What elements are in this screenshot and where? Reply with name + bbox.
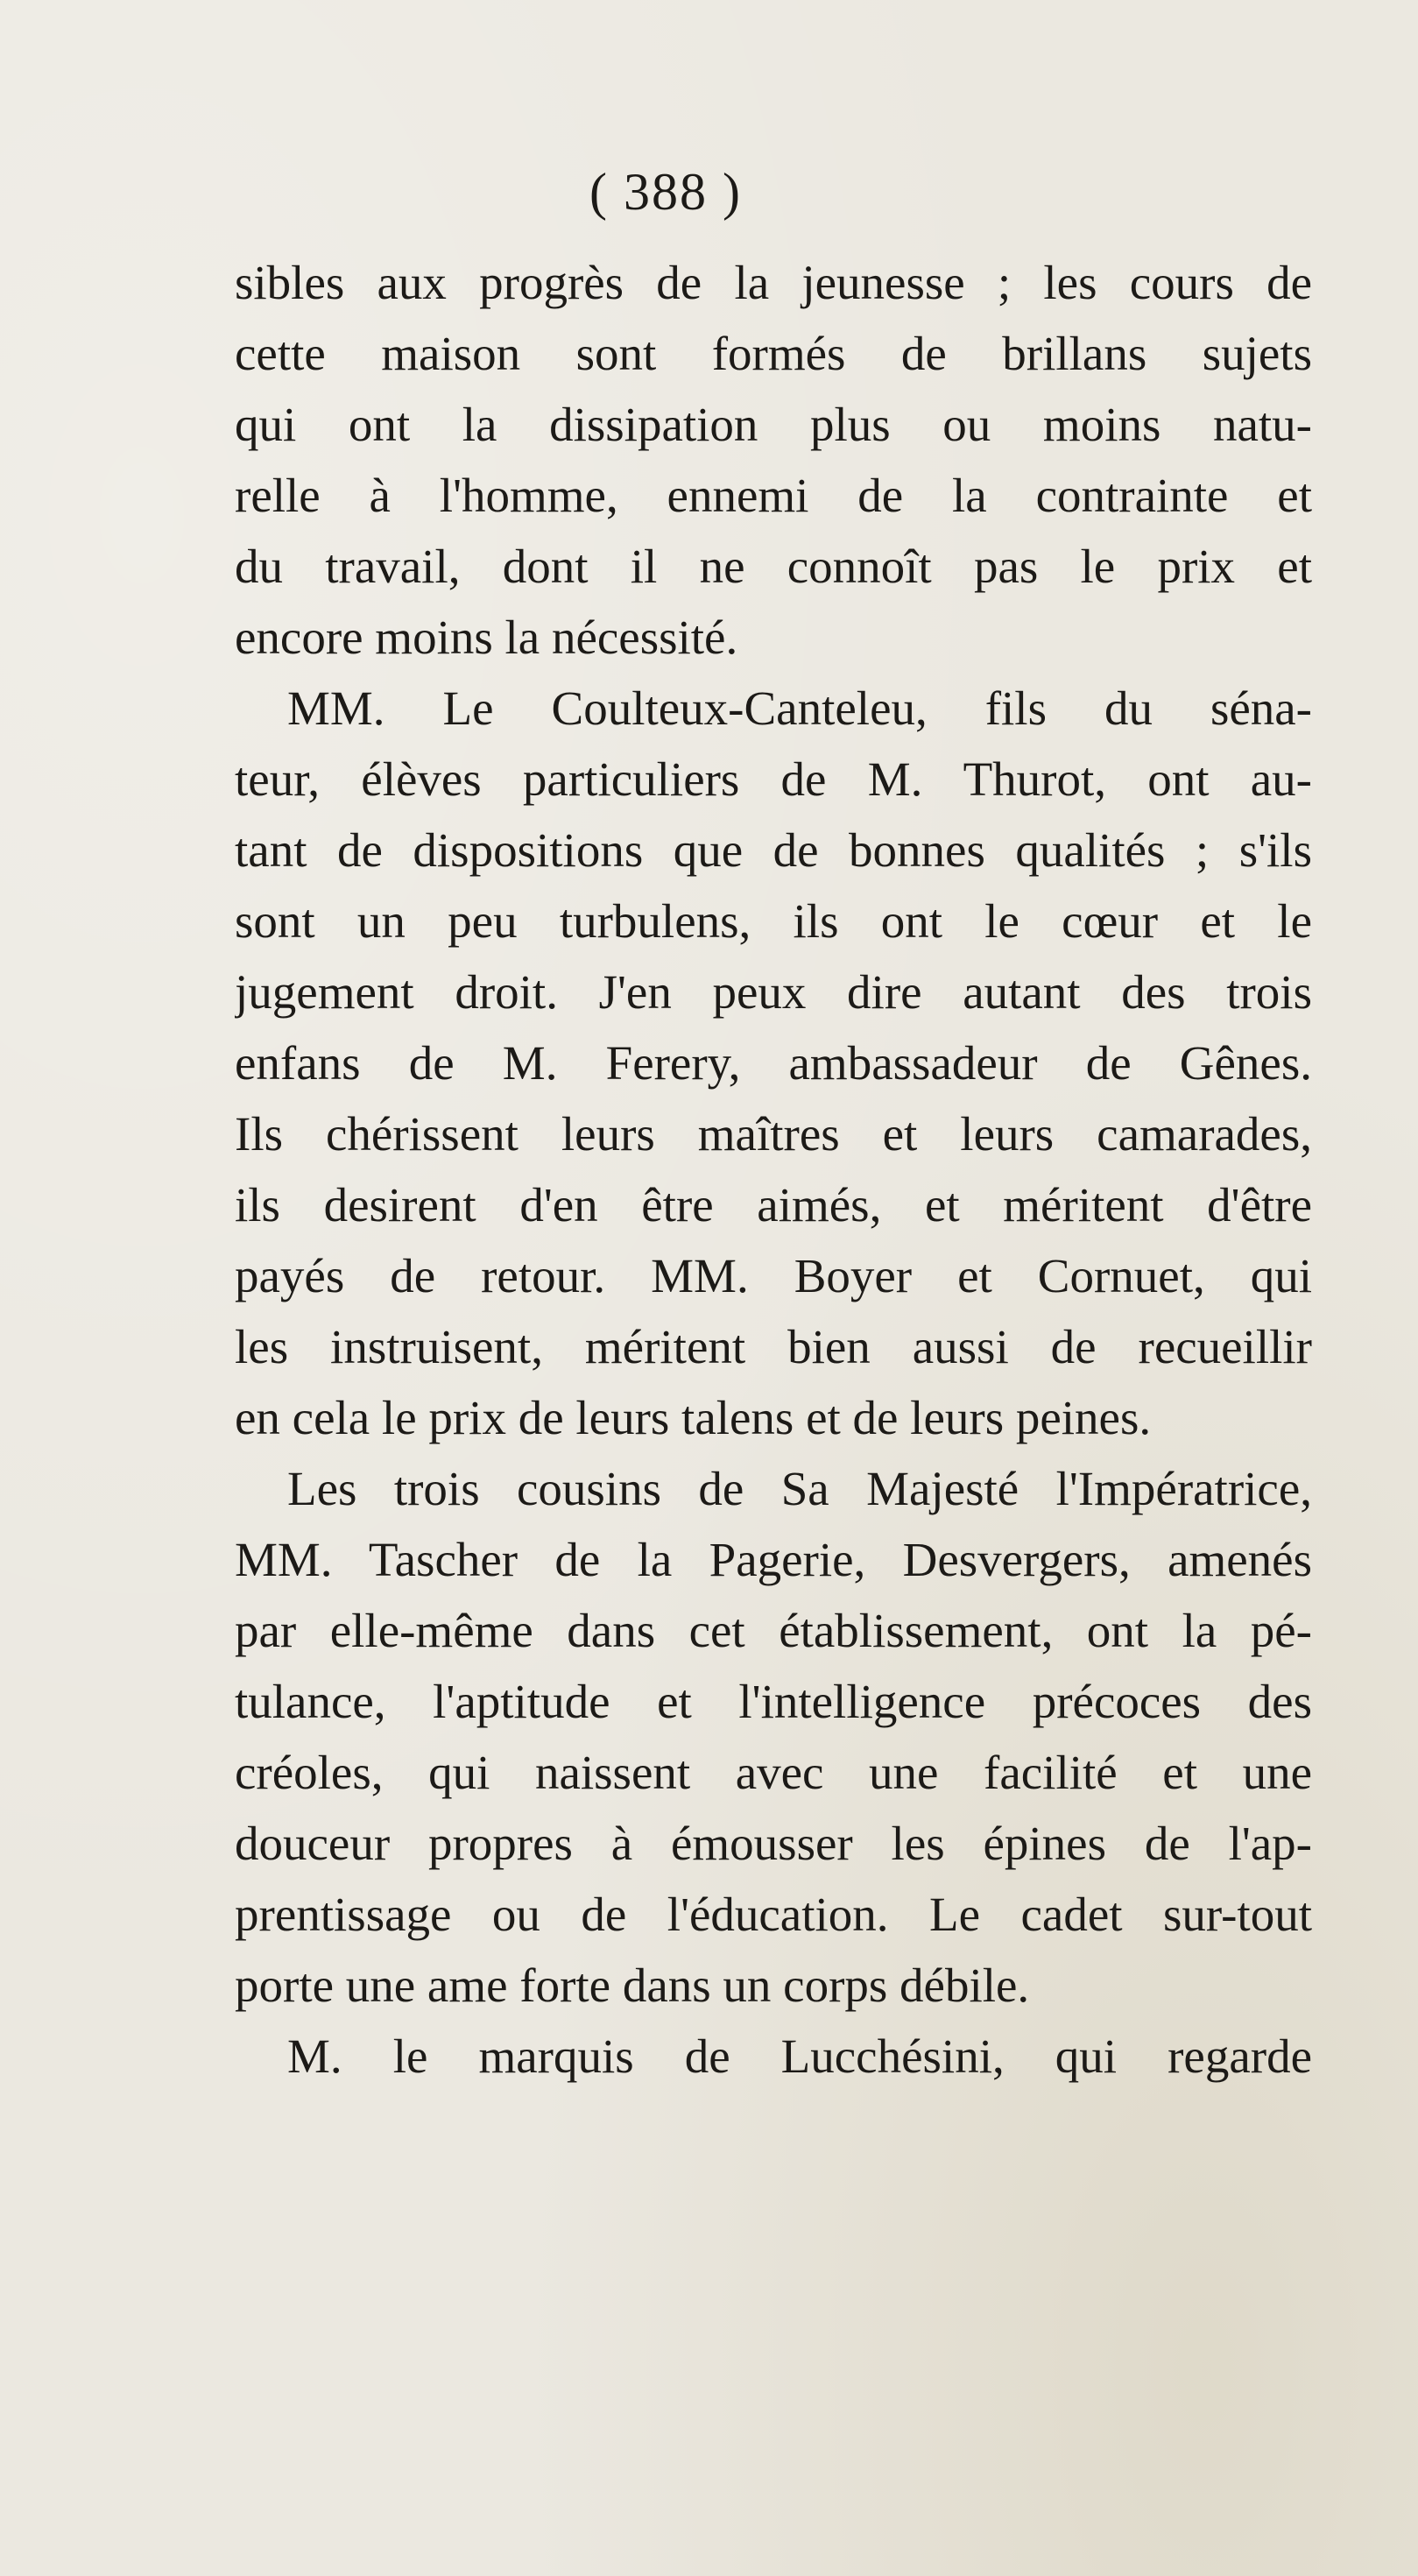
text-line: du travail, dont il ne connoît pas le prix et: [235, 540, 1312, 593]
paragraph: [235, 673, 1312, 1453]
text-line: par elle-même dans cet établissement, ont la pé-: [235, 1604, 1312, 1657]
text-line: les instruisent, méritent bien aussi de recueillir: [235, 1320, 1312, 1373]
text-line: MM. Le Coulteux-Canteleu, fils du séna-: [287, 681, 1312, 735]
text-line: teur, élèves particuliers de M. Thurot, ont au-: [235, 752, 1312, 806]
text-line: qui ont la dissipation plus ou moins natu-: [235, 398, 1312, 451]
text-line: sibles aux progrès de la jeunesse ; les cours de: [235, 256, 1312, 309]
text-line: tulance, l'aptitude et l'intelligence précoces des: [235, 1675, 1312, 1728]
page-number: ( 388 ): [589, 163, 742, 221]
text-line: douceur propres à émousser les épines de l'ap-: [235, 1817, 1312, 1870]
body-text: [235, 247, 1312, 2092]
text-line: enfans de M. Ferery, ambassadeur de Gênes.: [235, 1036, 1312, 1090]
text-line: sont un peu turbulens, ils ont le cœur et le: [235, 894, 1312, 948]
text-line: encore moins la nécessité.: [235, 610, 738, 664]
text-line: payés de retour. MM. Boyer et Cornuet, qui: [235, 1249, 1312, 1302]
paragraph: [235, 2021, 1312, 2092]
paragraph: [235, 247, 1312, 673]
text-line: relle à l'homme, ennemi de la contrainte et: [235, 469, 1312, 522]
text-line: MM. Tascher de la Pagerie, Desvergers, amenés: [235, 1533, 1312, 1586]
text-line: Ils chérissent leurs maîtres et leurs camarades,: [235, 1107, 1312, 1161]
text-line: Les trois cousins de Sa Majesté l'Impératrice,: [287, 1462, 1312, 1515]
text-line: tant de dispositions que de bonnes qualités ; s'ils: [235, 823, 1312, 877]
paragraph: [235, 1453, 1312, 2021]
text-line: jugement droit. J'en peux dire autant des trois: [235, 965, 1312, 1019]
text-line: prentissage ou de l'éducation. Le cadet sur-tout: [235, 1888, 1312, 1941]
text-line: créoles, qui naissent avec une facilité et une: [235, 1746, 1312, 1799]
text-line: porte une ame forte dans un corps débile.: [235, 1958, 1030, 2012]
text-line: M. le marquis de Lucchésini, qui regarde: [287, 2029, 1312, 2083]
text-line: cette maison sont formés de brillans sujets: [235, 327, 1312, 380]
text-line: ils desirent d'en être aimés, et méritent d'être: [235, 1178, 1312, 1232]
text-line: en cela le prix de leurs talens et de leurs peines.: [235, 1391, 1152, 1444]
